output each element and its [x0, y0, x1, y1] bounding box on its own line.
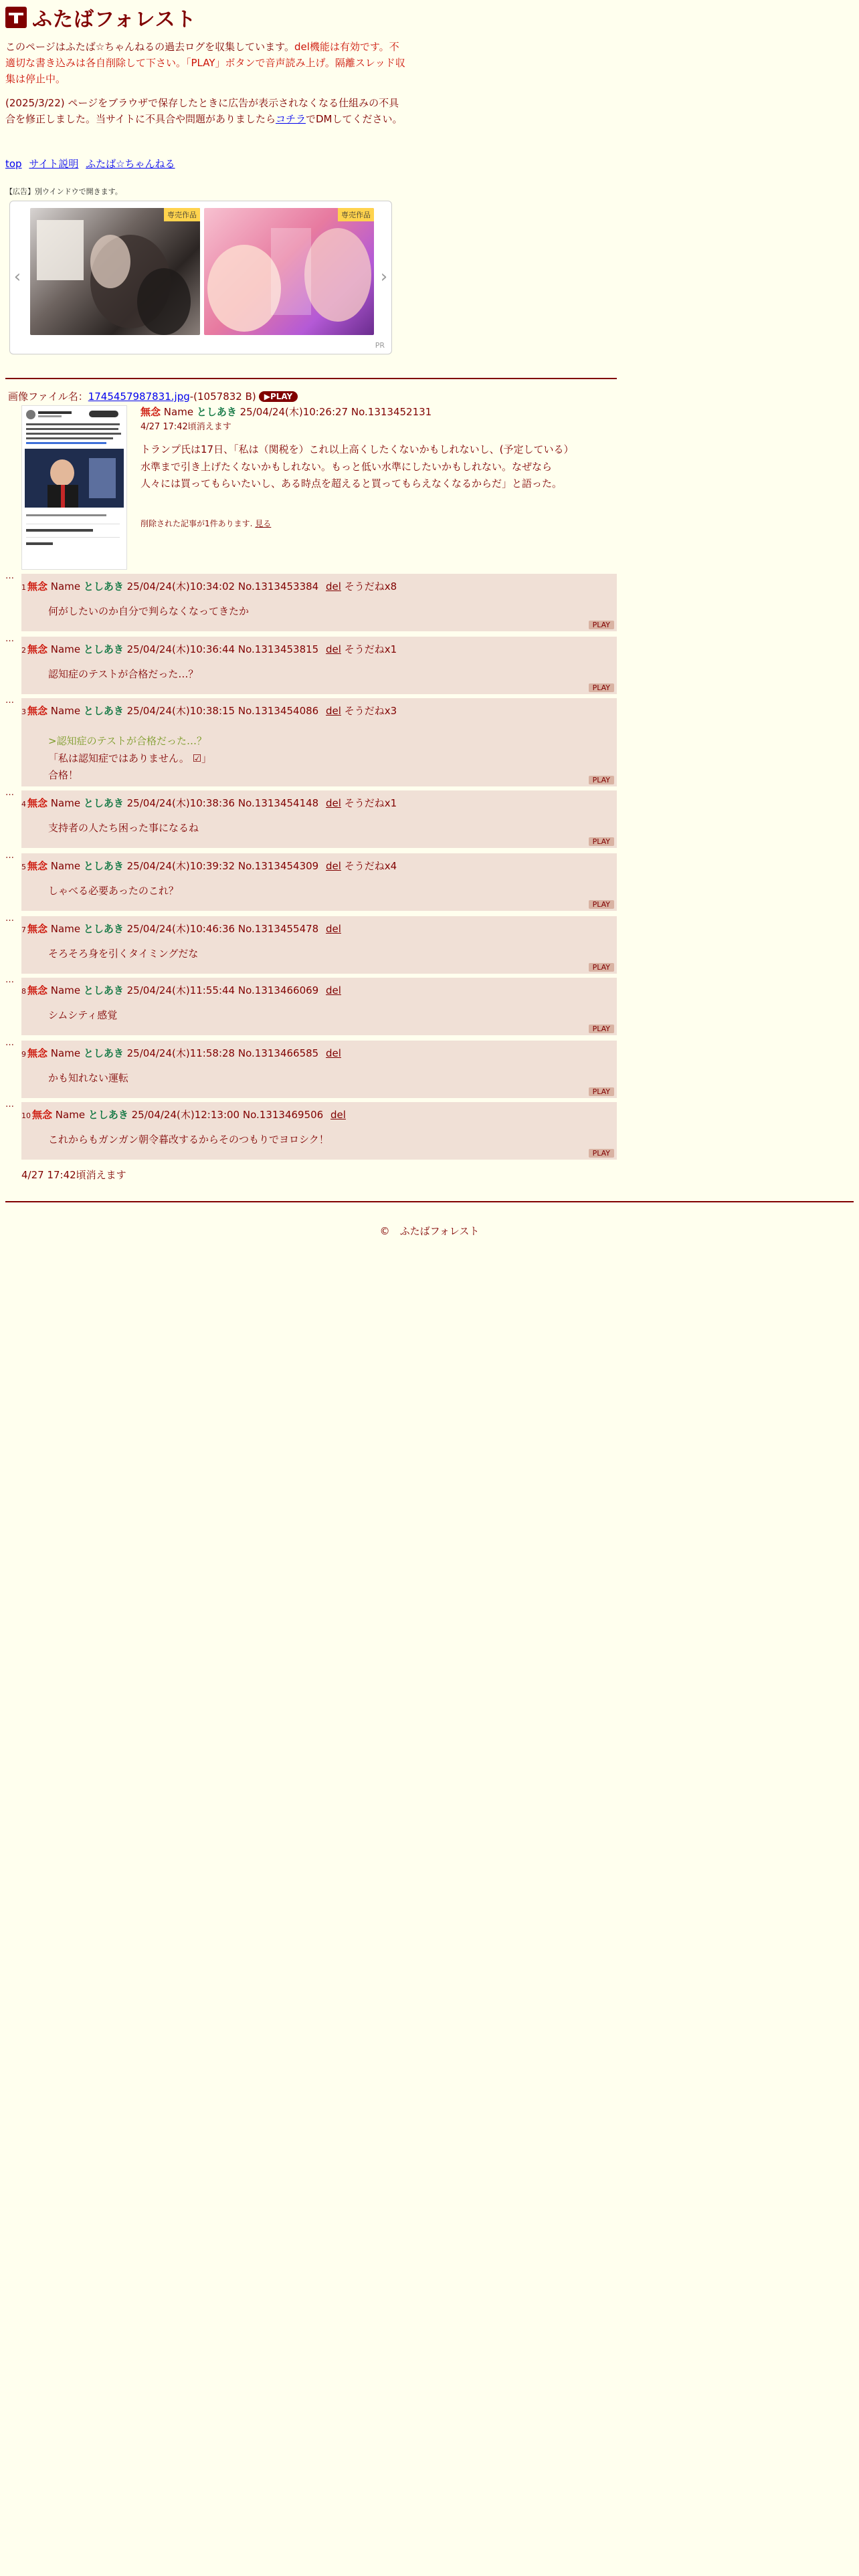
reply-name: としあき [83, 984, 124, 996]
reply-index: 5 [21, 863, 26, 871]
reply-post [21, 1102, 617, 1160]
reply-name-label: Name [50, 643, 81, 655]
reply-header [7, 859, 397, 873]
reply-post [21, 574, 617, 631]
file-label: 画像ファイル名： [8, 391, 88, 403]
reply-datetime: 25/04/24(木)10:38:15 [126, 705, 235, 717]
reply-name: としあき [83, 643, 124, 655]
reply-datetime: 25/04/24(木)10:34:02 [126, 580, 235, 593]
op-play-button[interactable]: ▶PLAY [259, 391, 298, 402]
op-name: としあき [196, 406, 237, 418]
reply-datetime: 25/04/24(木)12:13:00 [131, 1109, 240, 1121]
reply-soudane[interactable]: そうだねx4 [344, 860, 397, 872]
ad-badge-2: 専売作品 [338, 208, 374, 221]
reply-header [7, 1046, 341, 1060]
intro-text [5, 39, 407, 87]
reply-body [48, 1070, 128, 1087]
reply-post [21, 978, 617, 1035]
reply-name: としあき [83, 1047, 124, 1059]
intro-warning: del機能は有効です。不適切な書き込みは各自削除して下さい。「PLAY」ボタンで音声読み上げ。隔離スレッド収集は停止中。 [5, 41, 405, 85]
reply-name-label: Name [50, 1047, 81, 1059]
reply-number[interactable]: No.1313454086 [237, 705, 319, 717]
reply-body [48, 820, 199, 837]
deleted-view-link[interactable]: 見る [255, 519, 272, 528]
footer-copyright: © ふたばフォレスト [379, 1225, 480, 1237]
reply-play-button[interactable]: PLAY [589, 1087, 614, 1096]
ad-label: 【広告】別ウインドウで開きます。 [5, 187, 122, 196]
reply-line: かも知れない運転 [48, 1072, 129, 1084]
reply-menu-icon[interactable]: … [5, 851, 13, 861]
intro-plain: このページはふたば☆ちゃんねるの過去ログを収集しています。 [5, 41, 294, 53]
reply-header [7, 1107, 346, 1121]
reply-soudane[interactable]: そうだねx3 [344, 705, 397, 717]
reply-del-link[interactable]: del [326, 860, 341, 872]
deleted-text: 削除された記事が1件あります. [140, 519, 253, 528]
reply-index: 8 [21, 987, 26, 996]
op-number[interactable]: No.1313452131 [351, 406, 432, 418]
reply-index: 10 [21, 1111, 31, 1120]
reply-subject: 無念 [27, 923, 48, 935]
op-deleted-note [140, 518, 271, 529]
reply-index: 7 [21, 926, 26, 934]
nav-futaba-link[interactable]: ふたば☆ちゃんねる [86, 158, 175, 170]
reply-name: としあき [83, 860, 124, 872]
reply-name: としあき [83, 580, 124, 593]
reply-datetime: 25/04/24(木)11:55:44 [126, 984, 235, 996]
op-header [140, 405, 432, 419]
contact-link[interactable]: コチラ [275, 113, 306, 125]
reply-subject: 無念 [27, 860, 48, 872]
ad-banner-2[interactable] [204, 208, 374, 335]
reply-menu-icon[interactable]: … [5, 975, 13, 985]
reply-name-label: Name [50, 580, 81, 593]
reply-datetime: 25/04/24(木)10:38:36 [126, 797, 235, 809]
ad-carousel [9, 201, 392, 354]
site-title[interactable]: ふたばフォレスト [32, 8, 197, 31]
file-size: -(1057832 B) [189, 391, 256, 403]
reply-play-button[interactable]: PLAY [589, 1025, 614, 1033]
reply-datetime: 25/04/24(木)11:58:28 [126, 1047, 235, 1059]
reply-number[interactable]: No.1313455478 [237, 923, 319, 935]
reply-subject: 無念 [27, 580, 48, 593]
reply-line: シムシティ感覚 [48, 1009, 118, 1021]
notice-post: でDMしてください。 [305, 113, 403, 125]
reply-datetime: 25/04/24(木)10:39:32 [126, 860, 235, 872]
op-datetime: 25/04/24(木)10:26:27 [240, 406, 349, 418]
reply-play-button[interactable]: PLAY [589, 1149, 614, 1158]
reply-name-label: Name [50, 705, 81, 717]
reply-number[interactable]: No.1313454148 [237, 797, 319, 809]
reply-body [48, 883, 179, 900]
reply-line: 認知症のテストが合格だった…？ [48, 668, 199, 680]
reply-name-label: Name [50, 984, 81, 996]
reply-post [21, 637, 617, 694]
file-link[interactable]: 1745457987831.jpg [88, 391, 190, 403]
reply-play-button[interactable]: PLAY [589, 621, 614, 629]
reply-line: これからもガンガン朝令暮改するからそのつもりでヨロシク！ [48, 1134, 329, 1146]
reply-line: しゃべる必要あったのこれ？ [48, 885, 179, 897]
reply-body [48, 666, 198, 683]
reply-del-link[interactable]: del [326, 984, 341, 996]
thread-expire-note: 4/27 17:42頃消えます [21, 1169, 126, 1181]
reply-line: 「私は認知症ではありません。 ☑」 [48, 752, 212, 764]
reply-play-button[interactable]: PLAY [589, 963, 614, 972]
reply-name-label: Name [50, 797, 81, 809]
reply-header [7, 983, 341, 997]
op-play-label: PLAY [270, 392, 293, 401]
reply-subject: 無念 [27, 643, 48, 655]
reply-index: 2 [21, 646, 26, 655]
torii-logo-icon[interactable] [5, 7, 27, 28]
reply-play-button[interactable]: PLAY [589, 900, 614, 909]
site-header [5, 4, 197, 31]
reply-name: としあき [83, 923, 124, 935]
reply-soudane[interactable]: そうだねx8 [344, 580, 397, 593]
reply-body [48, 1007, 117, 1025]
carousel-prev-icon[interactable]: ‹ [13, 267, 21, 287]
op-body: トランプ氏は17日、「私は（関税を）これ以上高くしたくないかもしれないし、(予定している）水準まで引き上げたくないかもしれない。もっと低い水準にしたいかもしれない。なぜなら人々には買ってもらいたいし、ある時点を超えると買ってもらえなくなるからだ」と語った。 [140, 443, 569, 490]
reply-menu-icon[interactable]: … [5, 695, 13, 706]
reply-line: そろそろ身を引くタイミングだな [48, 948, 199, 960]
reply-subject: 無念 [27, 1047, 48, 1059]
ad-artwork-2 [204, 208, 374, 335]
op-expire: 4/27 17:42頃消えます [140, 422, 231, 432]
reply-menu-icon[interactable]: … [5, 914, 13, 924]
reply-del-link[interactable]: del [326, 705, 341, 717]
reply-del-link[interactable]: del [326, 580, 341, 593]
reply-post [21, 853, 617, 911]
notice-text [5, 95, 407, 127]
reply-post [21, 916, 617, 974]
reply-number[interactable]: No.1313453384 [237, 580, 319, 593]
reply-play-button[interactable]: PLAY [589, 837, 614, 846]
reply-play-button[interactable]: PLAY [589, 776, 614, 784]
nav-top-link[interactable]: top [5, 158, 22, 170]
reply-body [48, 1132, 329, 1149]
reply-post [21, 698, 617, 786]
reply-index: 1 [21, 583, 26, 592]
reply-soudane[interactable]: そうだねx1 [344, 643, 397, 655]
reply-index: 3 [21, 708, 26, 716]
reply-subject: 無念 [32, 1109, 53, 1121]
reply-header [7, 642, 397, 656]
reply-datetime: 25/04/24(木)10:36:44 [126, 643, 235, 655]
op-thumbnail[interactable] [21, 405, 127, 570]
reply-del-link[interactable]: del [330, 1109, 346, 1121]
reply-del-link[interactable]: del [326, 923, 341, 935]
reply-menu-icon[interactable]: … [5, 1038, 13, 1048]
reply-name-label: Name [50, 860, 81, 872]
reply-post [21, 790, 617, 848]
reply-index: 9 [21, 1050, 26, 1059]
reply-name-label: Name [50, 923, 81, 935]
divider-bottom [5, 1201, 854, 1202]
reply-line: 支持者の人たち困った事になるね [48, 822, 199, 834]
reply-number[interactable]: No.1313454309 [237, 860, 319, 872]
reply-line: 合格！ [48, 769, 79, 781]
thumbnail-image [22, 406, 126, 569]
reply-header [7, 796, 397, 810]
reply-menu-icon[interactable]: … [5, 571, 13, 581]
reply-play-button[interactable]: PLAY [589, 683, 614, 692]
reply-subject: 無念 [27, 797, 48, 809]
reply-body [48, 603, 249, 621]
op-name-label: Name [163, 406, 194, 418]
reply-del-link[interactable]: del [326, 1047, 341, 1059]
ad-badge-1: 専売作品 [164, 208, 200, 221]
reply-subject: 無念 [27, 984, 48, 996]
ad-artwork-1 [30, 208, 200, 335]
reply-header [7, 704, 397, 718]
op-file-line [8, 389, 298, 403]
reply-datetime: 25/04/24(木)10:46:36 [126, 923, 235, 935]
divider-top [5, 378, 617, 379]
reply-number[interactable]: No.1313466069 [237, 984, 319, 996]
reply-index: 4 [21, 800, 26, 809]
reply-header [7, 579, 397, 593]
reply-header [7, 922, 341, 936]
reply-body [48, 946, 198, 963]
reply-name: としあき [83, 705, 124, 717]
reply-post [21, 1041, 617, 1098]
reply-menu-icon[interactable]: … [5, 788, 13, 798]
reply-line: >認知症のテストが合格だった…？ [48, 735, 207, 747]
reply-subject: 無念 [27, 705, 48, 717]
reply-body [48, 733, 211, 784]
carousel-next-icon[interactable]: › [380, 267, 388, 287]
reply-name-label: Name [55, 1109, 86, 1121]
reply-name: としあき [88, 1109, 128, 1121]
reply-line: 何がしたいのか自分で判らなくなってきたか [48, 605, 250, 617]
notice-pre: (2025/3/22) ページをブラウザで保存したときに広告が表示されなくなる仕組みの不具合を修正しました。当サイトに不具合や問題がありましたら [5, 97, 399, 125]
reply-name: としあき [83, 797, 124, 809]
reply-del-link[interactable]: del [326, 797, 341, 809]
ad-banner-1[interactable] [30, 208, 200, 335]
reply-number[interactable]: No.1313469506 [242, 1109, 324, 1121]
nav-links [5, 156, 179, 171]
nav-about-link[interactable]: サイト説明 [29, 158, 79, 170]
reply-number[interactable]: No.1313466585 [237, 1047, 319, 1059]
reply-number[interactable]: No.1313453815 [237, 643, 319, 655]
reply-menu-icon[interactable]: … [5, 1099, 13, 1109]
reply-menu-icon[interactable]: … [5, 634, 13, 644]
op-subject: 無念 [140, 406, 161, 418]
ad-pr: PR [375, 341, 385, 350]
reply-soudane[interactable]: そうだねx1 [344, 797, 397, 809]
reply-del-link[interactable]: del [326, 643, 341, 655]
